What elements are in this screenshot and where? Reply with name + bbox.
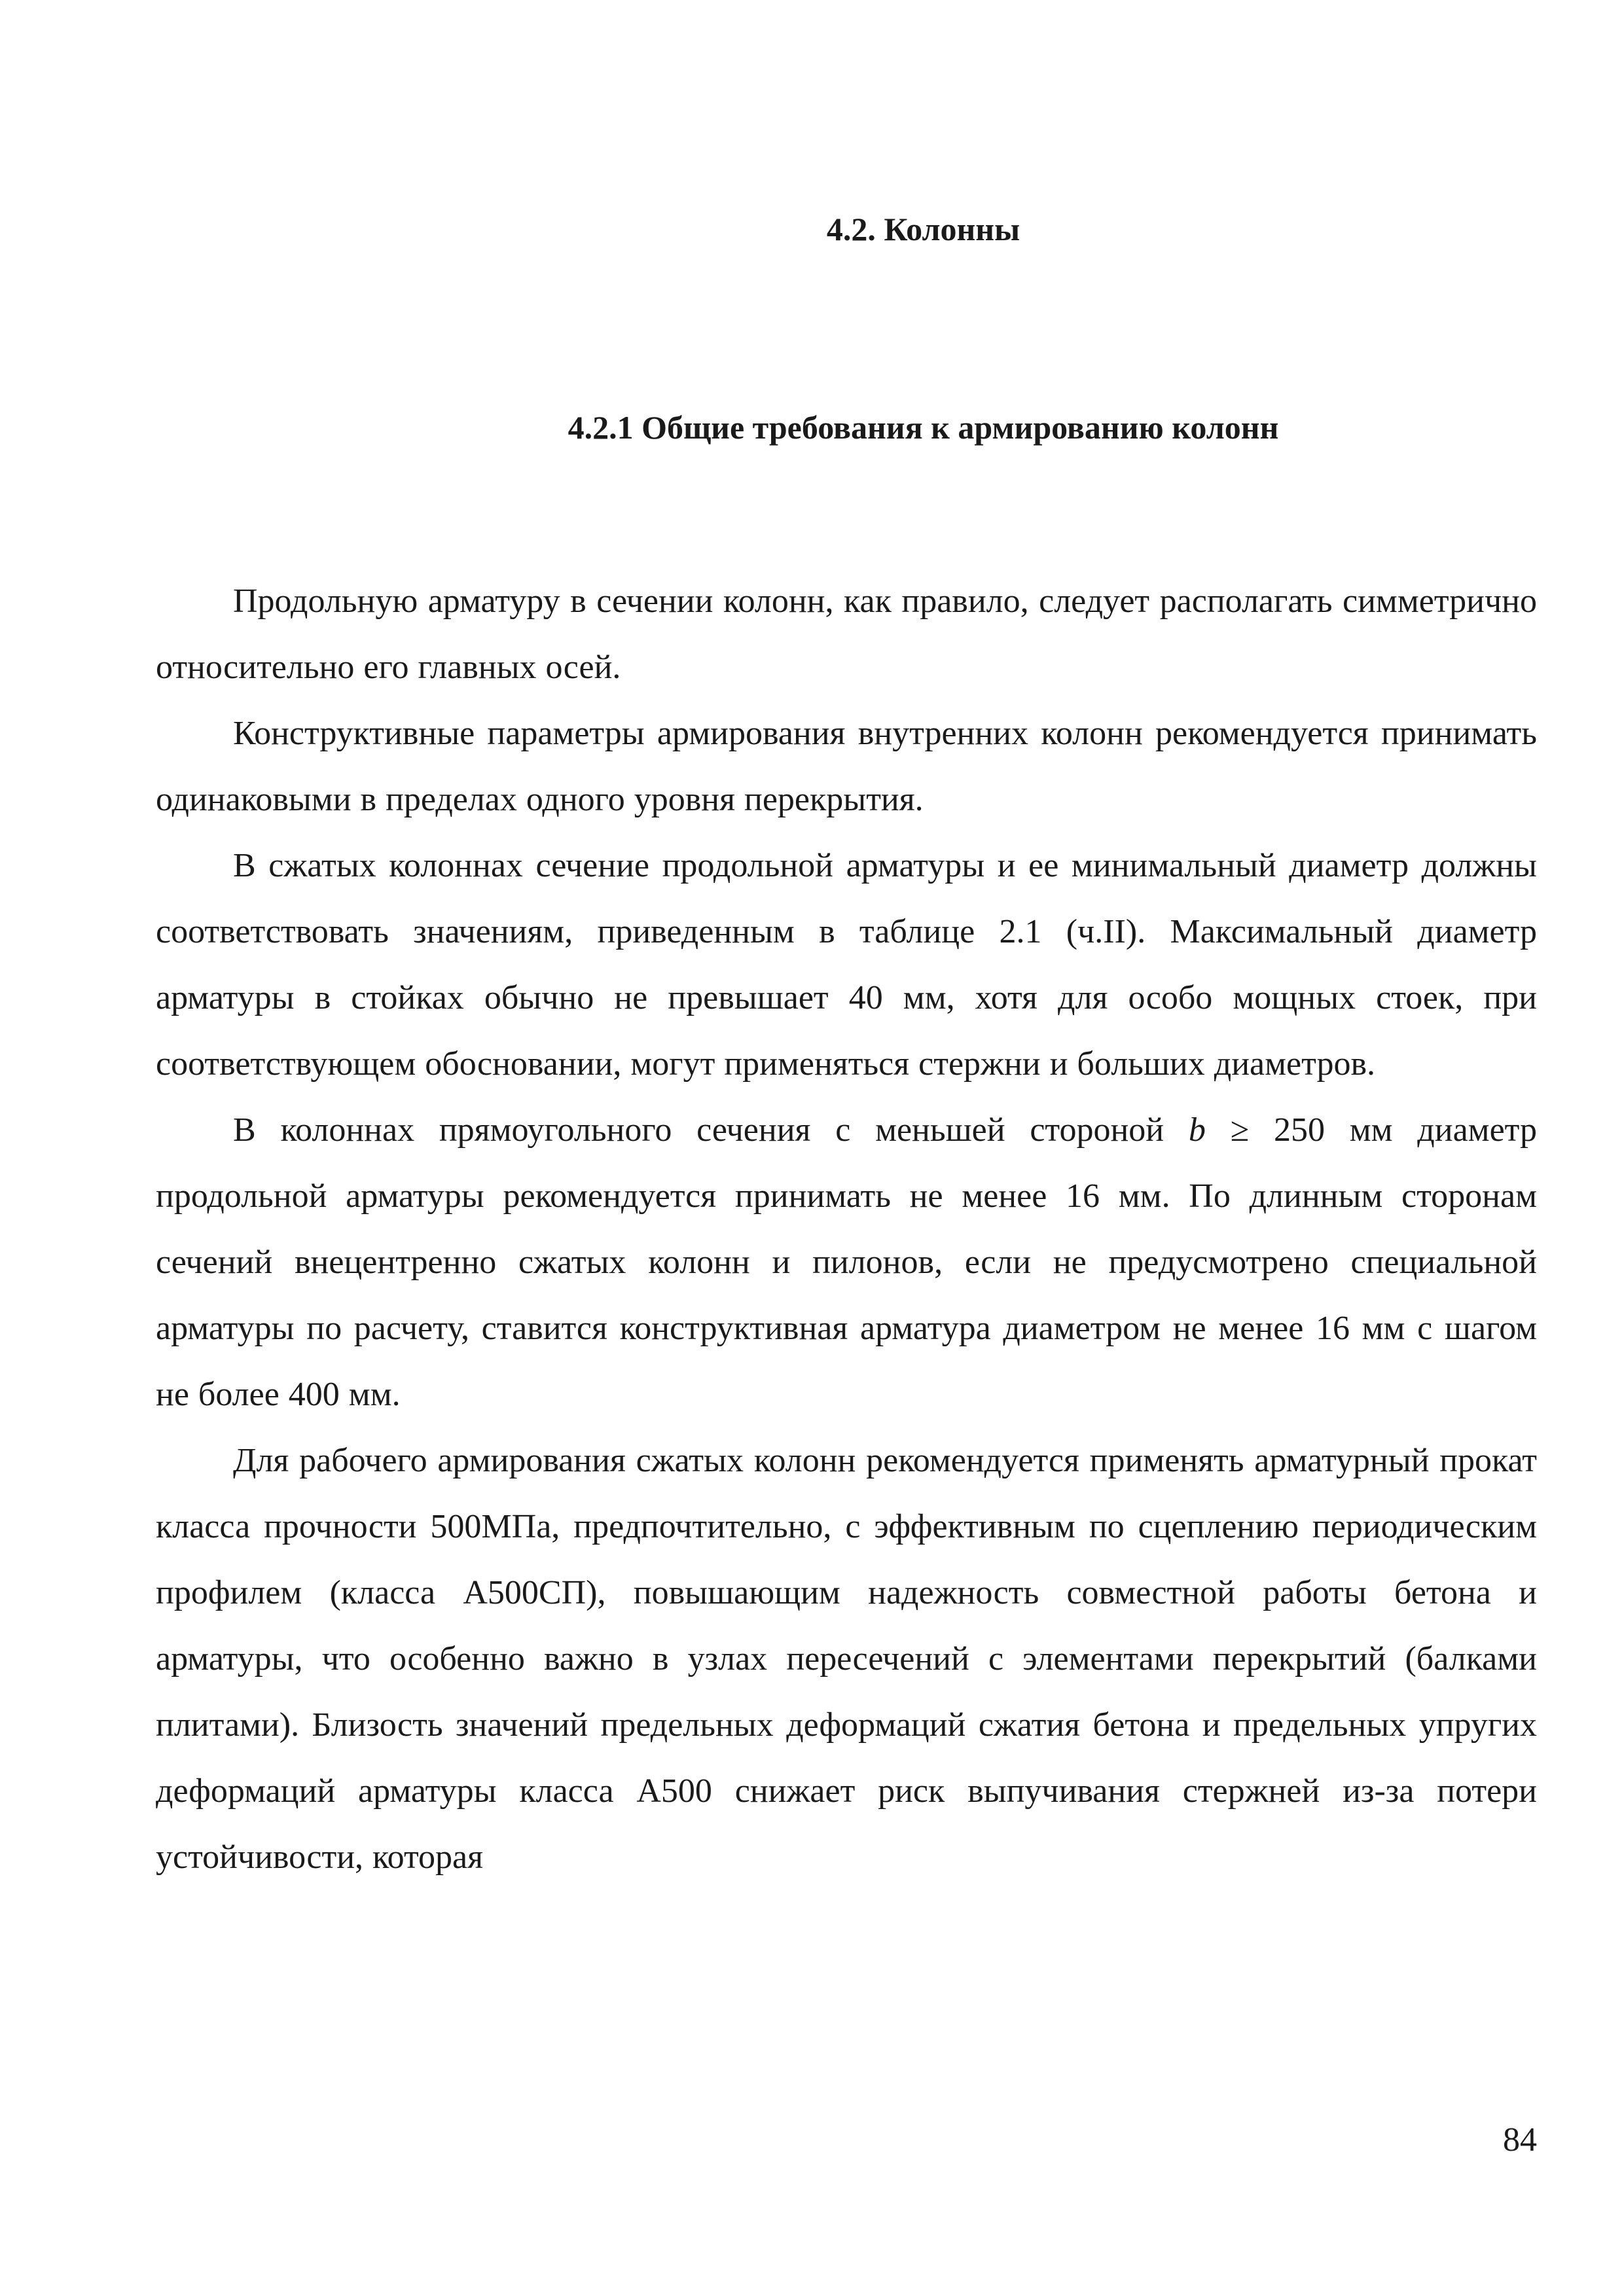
subsection-title: 4.2.1 Общие требования к армированию колонн — [568, 409, 1279, 446]
paragraph-compressed-columns: В сжатых колоннах сечение продольной арматуры и ее минимальный диаметр должны соответствовать значениям, приведенным в таблице 2.1 (ч.II). Максимальный диаметр арматуры в стойках обычно не превышает 40 мм, хотя для особо мощных стоек, при соответствующем обосновании, могут применяться стержни и больших диаметров. — [156, 847, 1537, 1083]
section-title: 4.2. Колонны — [826, 211, 1020, 247]
paragraph-rectangular-columns-start: В колоннах прямоугольного сечения с меньшей стороной — [233, 1111, 1189, 1149]
paragraph-longitudinal-reinforcement: Продольную арматуру в сечении колонн, как правило, следует располагать симметрично относительно его главных осей. — [156, 583, 1537, 686]
paragraph-rectangular-columns — [156, 1097, 1537, 1427]
body-text — [156, 568, 1537, 1890]
page-number: 84 — [1503, 2121, 1537, 2159]
paragraph-working-reinforcement: Для рабочего армирования сжатых колонн рекомендуется применять арматурный прокат класса прочности 500МПа, предпочтительно, с эффективным по сцеплению периодическим профилем (класса А500СП), повышающим надежность совместной работы бетона и арматуры, что особенно важно в узлах пересечений с элементами перекрытий (балками плитами). Близость значений предельных деформаций сжатия бетона и предельных упругих деформаций арматуры класса А500 снижает риск выпучивания стержней из-за потери устойчивости, которая — [156, 1442, 1537, 1876]
paragraph-internal-columns: Конструктивные параметры армирования внутренних колонн рекомендуется принимать одинаковыми в пределах одного уровня перекрытия. — [156, 715, 1537, 818]
paragraph-rectangular-columns-end: ≥ 250 мм диаметр продольной арматуры рекомендуется принимать не менее 16 мм. По длинным сторонам сечений внецентренно сжатых колонн и пилонов, если не предусмотрено специальной арматуры по расчету, ставится конструктивная арматура диаметром не менее 16 мм с шагом не более 400 мм. — [156, 1111, 1538, 1413]
side-variable-b: b — [1188, 1111, 1206, 1149]
